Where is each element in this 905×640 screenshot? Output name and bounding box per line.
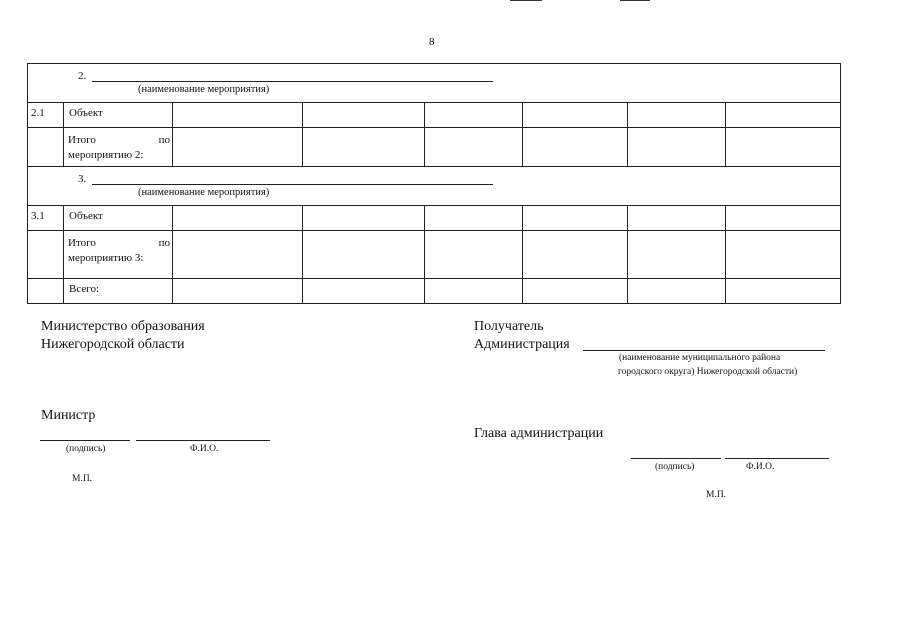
municipality-caption-2: городского округа) Нижегородской области): [618, 367, 798, 377]
table-cell[interactable]: [628, 128, 726, 167]
left-name-line[interactable]: [136, 440, 270, 441]
section-2-total-label: Итого по мероприятию 2:: [64, 128, 173, 167]
table-cell[interactable]: [303, 279, 425, 304]
section-2-caption: (наименование мероприятия): [138, 84, 270, 95]
municipality-caption-1: (наименование муниципального района: [619, 353, 781, 363]
row-number-empty: [28, 128, 64, 167]
right-party-title: Получатель: [474, 319, 544, 334]
table-cell[interactable]: [425, 279, 523, 304]
table-cell[interactable]: [523, 231, 628, 279]
table-cell[interactable]: [173, 128, 303, 167]
table-row: [28, 206, 841, 231]
table-cell[interactable]: [173, 103, 303, 128]
right-signature-line[interactable]: [631, 458, 721, 459]
table-row: [28, 103, 841, 128]
table-cell[interactable]: [303, 103, 425, 128]
section-3-total-label: Итого по мероприятию 3:: [64, 231, 173, 279]
table-cell[interactable]: [628, 103, 726, 128]
table-cell[interactable]: [628, 279, 726, 304]
section-2-header-row: [28, 64, 841, 103]
table-cell[interactable]: [726, 279, 841, 304]
table-cell[interactable]: [425, 231, 523, 279]
table-cell[interactable]: [303, 128, 425, 167]
municipality-name-field[interactable]: [583, 350, 825, 351]
left-position: Министр: [41, 408, 96, 423]
section-3-number: 3.: [78, 173, 87, 185]
table-cell[interactable]: [726, 231, 841, 279]
grand-total-label: Всего:: [64, 279, 173, 304]
left-party-line2: Нижегородской области: [41, 337, 185, 352]
table-cell[interactable]: [726, 206, 841, 231]
section-3-header: [28, 167, 841, 206]
page-number: 8: [429, 36, 435, 48]
left-signature-line[interactable]: [40, 440, 130, 441]
row-number-empty: [28, 231, 64, 279]
left-name-caption: Ф.И.О.: [190, 444, 219, 454]
table-cell[interactable]: [523, 279, 628, 304]
table-cell[interactable]: [173, 279, 303, 304]
activities-table: [27, 63, 841, 304]
right-stamp: М.П.: [706, 490, 727, 500]
section-3-caption: (наименование мероприятия): [138, 187, 270, 198]
object-label: Объект: [64, 103, 173, 128]
row-number: 2.1: [28, 103, 64, 128]
left-stamp: М.П.: [72, 474, 93, 484]
table-cell[interactable]: [425, 206, 523, 231]
table-cell[interactable]: [726, 128, 841, 167]
section-2-name-field[interactable]: [92, 81, 493, 82]
table-cell[interactable]: [303, 206, 425, 231]
table-cell[interactable]: [628, 231, 726, 279]
table-cell[interactable]: [425, 128, 523, 167]
table-cell[interactable]: [523, 206, 628, 231]
section-3-name-field[interactable]: [92, 184, 493, 185]
right-party-line2: Администрация: [474, 337, 570, 352]
table-cell[interactable]: [303, 231, 425, 279]
table-row: [28, 128, 841, 167]
left-signature-caption: (подпись): [66, 444, 106, 454]
table-cell[interactable]: [523, 103, 628, 128]
object-label: Объект: [64, 206, 173, 231]
left-party-line1: Министерство образования: [41, 319, 205, 334]
row-number: 3.1: [28, 206, 64, 231]
table-cell[interactable]: [726, 103, 841, 128]
table-cell[interactable]: [628, 206, 726, 231]
top-edge-line-1: [510, 0, 542, 1]
table-cell[interactable]: [173, 206, 303, 231]
right-position: Глава администрации: [474, 426, 604, 441]
right-name-caption: Ф.И.О.: [746, 462, 775, 472]
table-row: [28, 231, 841, 279]
right-name-line[interactable]: [725, 458, 829, 459]
top-edge-line-2: [620, 0, 650, 1]
section-3-header-row: [28, 167, 841, 206]
section-2-header: [28, 64, 841, 103]
right-signature-caption: (подпись): [655, 462, 695, 472]
grand-total-row: [28, 279, 841, 304]
table-cell[interactable]: [523, 128, 628, 167]
section-2-number: 2.: [78, 70, 87, 82]
table-cell[interactable]: [425, 103, 523, 128]
row-number-empty: [28, 279, 64, 304]
table-cell[interactable]: [173, 231, 303, 279]
